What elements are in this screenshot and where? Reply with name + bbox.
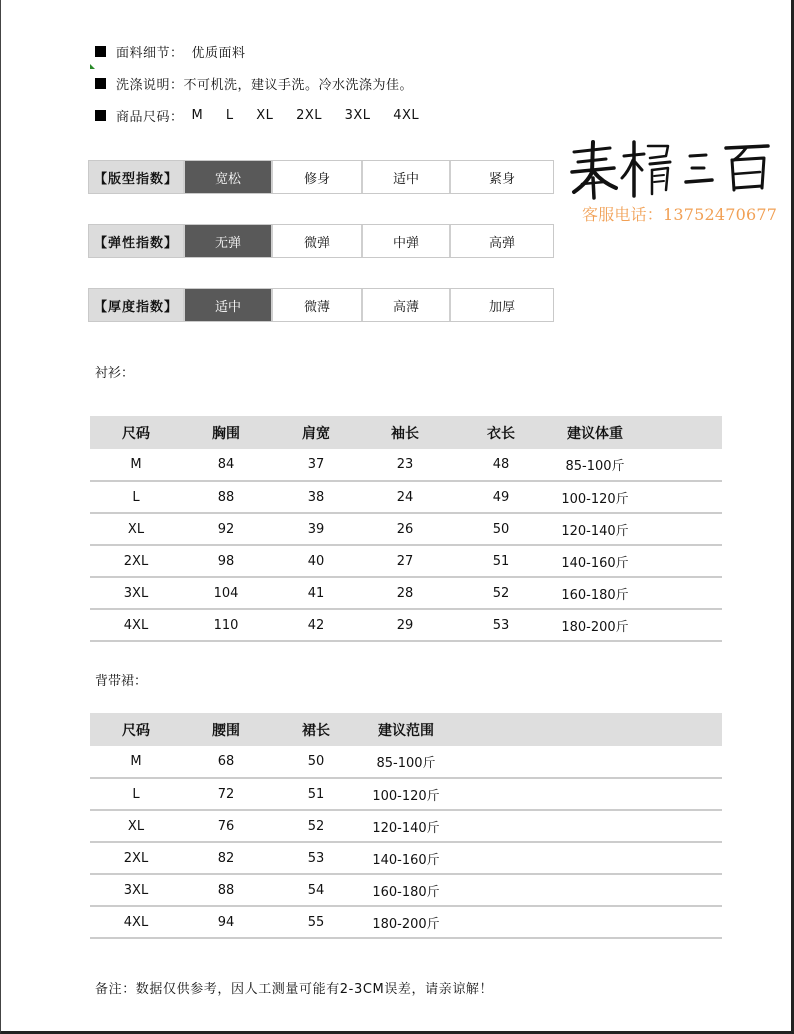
header-filler — [636, 416, 722, 449]
table-row — [90, 906, 722, 938]
cell: 28 — [362, 577, 448, 609]
cell: 68 — [182, 746, 270, 778]
cell: 52 — [270, 810, 362, 842]
cell: 120-140斤 — [554, 513, 636, 545]
shirt-size-table — [90, 416, 722, 642]
cell-filler — [450, 778, 722, 810]
fit-option-regular: 适中 — [361, 161, 449, 193]
cell: 100-120斤 — [554, 481, 636, 513]
table-row — [90, 449, 722, 481]
cell-filler — [450, 746, 722, 778]
table-row — [90, 810, 722, 842]
cell: 50 — [448, 513, 554, 545]
cell: 2XL — [90, 842, 182, 874]
cell-filler — [450, 906, 722, 938]
cell: 39 — [270, 513, 362, 545]
cell: L — [90, 481, 182, 513]
cell: 55 — [270, 906, 362, 938]
cell-filler — [636, 545, 722, 577]
wash-value: 不可机洗，建议手洗。冷水洗涤为佳。 — [183, 78, 414, 93]
fit-index-row — [88, 160, 554, 194]
cell-filler — [636, 577, 722, 609]
cell: L — [90, 778, 182, 810]
fit-index-title: 【版型指数】 — [89, 161, 183, 193]
cell-filler — [636, 609, 722, 641]
header-sleeve: 袖长 — [362, 416, 448, 449]
size-item: M — [191, 108, 204, 123]
cell: 26 — [362, 513, 448, 545]
stretch-option-none: 无弹 — [183, 225, 271, 257]
cell: 120-140斤 — [362, 810, 450, 842]
cell: 92 — [182, 513, 270, 545]
thickness-index-row — [88, 288, 554, 322]
cell: 53 — [270, 842, 362, 874]
cell: 53 — [448, 609, 554, 641]
cell-filler — [636, 449, 722, 481]
table-row — [90, 778, 722, 810]
thickness-option-thin: 微薄 — [271, 289, 361, 321]
wash-line — [95, 74, 413, 93]
size-item: L — [225, 108, 234, 123]
table-row — [90, 874, 722, 906]
cell: 24 — [362, 481, 448, 513]
table-header-row — [90, 416, 722, 449]
cell-filler — [636, 481, 722, 513]
fit-option-tight: 紧身 — [449, 161, 553, 193]
cell: 180-200斤 — [362, 906, 450, 938]
cell: 49 — [448, 481, 554, 513]
header-size: 尺码 — [90, 713, 182, 746]
cell: 3XL — [90, 577, 182, 609]
cell: 100-120斤 — [362, 778, 450, 810]
cell: 88 — [182, 874, 270, 906]
cell: 42 — [270, 609, 362, 641]
stretch-index-title: 【弹性指数】 — [89, 225, 183, 257]
size-item: XL — [256, 108, 274, 123]
cell: 37 — [270, 449, 362, 481]
cell: 72 — [182, 778, 270, 810]
cell: 23 — [362, 449, 448, 481]
disclaimer-note: 备注：数据仅供参考，因人工测量可能有2-3CM误差，请亲谅解！ — [95, 982, 494, 997]
cell: 54 — [270, 874, 362, 906]
bullet-square-icon — [95, 78, 106, 89]
cell: 51 — [270, 778, 362, 810]
cell: M — [90, 746, 182, 778]
header-filler — [450, 713, 722, 746]
bullet-square-icon — [95, 110, 106, 121]
header-length: 衣长 — [448, 416, 554, 449]
table-row — [90, 481, 722, 513]
table-row — [90, 545, 722, 577]
size-list — [192, 108, 438, 123]
table-row — [90, 577, 722, 609]
size-item: 2XL — [296, 108, 322, 123]
cell: 4XL — [90, 906, 182, 938]
cell: 51 — [448, 545, 554, 577]
brand-logo-calligraphy — [568, 138, 778, 200]
cell: 48 — [448, 449, 554, 481]
brand-logo — [568, 138, 778, 200]
table-row — [90, 746, 722, 778]
cell: 84 — [182, 449, 270, 481]
corner-mark-icon — [90, 64, 95, 69]
cell: 38 — [270, 481, 362, 513]
cell: 76 — [182, 810, 270, 842]
thickness-index-title: 【厚度指数】 — [89, 289, 183, 321]
cell: 110 — [182, 609, 270, 641]
cell: XL — [90, 810, 182, 842]
header-skirt-length: 裙长 — [270, 713, 362, 746]
cell: 85-100斤 — [554, 449, 636, 481]
cell: 3XL — [90, 874, 182, 906]
table-row — [90, 609, 722, 641]
cell-filler — [450, 810, 722, 842]
cell-filler — [450, 874, 722, 906]
cell: 41 — [270, 577, 362, 609]
header-chest: 胸围 — [182, 416, 270, 449]
size-item: 3XL — [344, 108, 371, 123]
skirt-size-table — [90, 713, 722, 939]
size-item: 4XL — [393, 108, 420, 123]
cell: 88 — [182, 481, 270, 513]
header-shoulder: 肩宽 — [270, 416, 362, 449]
cell: 94 — [182, 906, 270, 938]
header-range: 建议范围 — [362, 713, 450, 746]
cell-filler — [450, 842, 722, 874]
stretch-option-high: 高弹 — [449, 225, 553, 257]
wash-label: 洗涤说明： — [116, 78, 184, 93]
fabric-value: 优质面料 — [191, 46, 246, 61]
stretch-index-row — [88, 224, 554, 258]
fit-option-loose: 宽松 — [183, 161, 271, 193]
cell: 27 — [362, 545, 448, 577]
table-row — [90, 842, 722, 874]
cell: 140-160斤 — [554, 545, 636, 577]
cell: 4XL — [90, 609, 182, 641]
shirt-section-title: 衬衫： — [95, 366, 135, 381]
cell: 160-180斤 — [362, 874, 450, 906]
fabric-line — [95, 42, 246, 61]
table-header-row — [90, 713, 722, 746]
bullet-square-icon — [95, 46, 106, 57]
table-row — [90, 513, 722, 545]
cell: 160-180斤 — [554, 577, 636, 609]
cell: 2XL — [90, 545, 182, 577]
cell: 40 — [270, 545, 362, 577]
skirt-section-title: 背带裙： — [95, 674, 148, 689]
thickness-option-thick: 加厚 — [449, 289, 553, 321]
size-line — [95, 106, 437, 125]
stretch-option-medium: 中弹 — [361, 225, 449, 257]
header-waist: 腰围 — [182, 713, 270, 746]
header-size: 尺码 — [90, 416, 182, 449]
cell: 98 — [182, 545, 270, 577]
cell: 140-160斤 — [362, 842, 450, 874]
cell: 50 — [270, 746, 362, 778]
cell: M — [90, 449, 182, 481]
stretch-option-slight: 微弹 — [271, 225, 361, 257]
thickness-option-regular: 适中 — [183, 289, 271, 321]
size-label: 商品尺码： — [116, 110, 184, 125]
cell: 29 — [362, 609, 448, 641]
header-weight: 建议体重 — [554, 416, 636, 449]
customer-service-hotline: 客服电话：13752470677 — [582, 205, 778, 224]
cell: 180-200斤 — [554, 609, 636, 641]
cell: 52 — [448, 577, 554, 609]
cell-filler — [636, 513, 722, 545]
cell: 85-100斤 — [362, 746, 450, 778]
cell: 104 — [182, 577, 270, 609]
thickness-option-very-thin: 高薄 — [361, 289, 449, 321]
cell: XL — [90, 513, 182, 545]
cell: 82 — [182, 842, 270, 874]
fabric-label: 面料细节： — [116, 46, 184, 61]
fit-option-slim: 修身 — [271, 161, 361, 193]
